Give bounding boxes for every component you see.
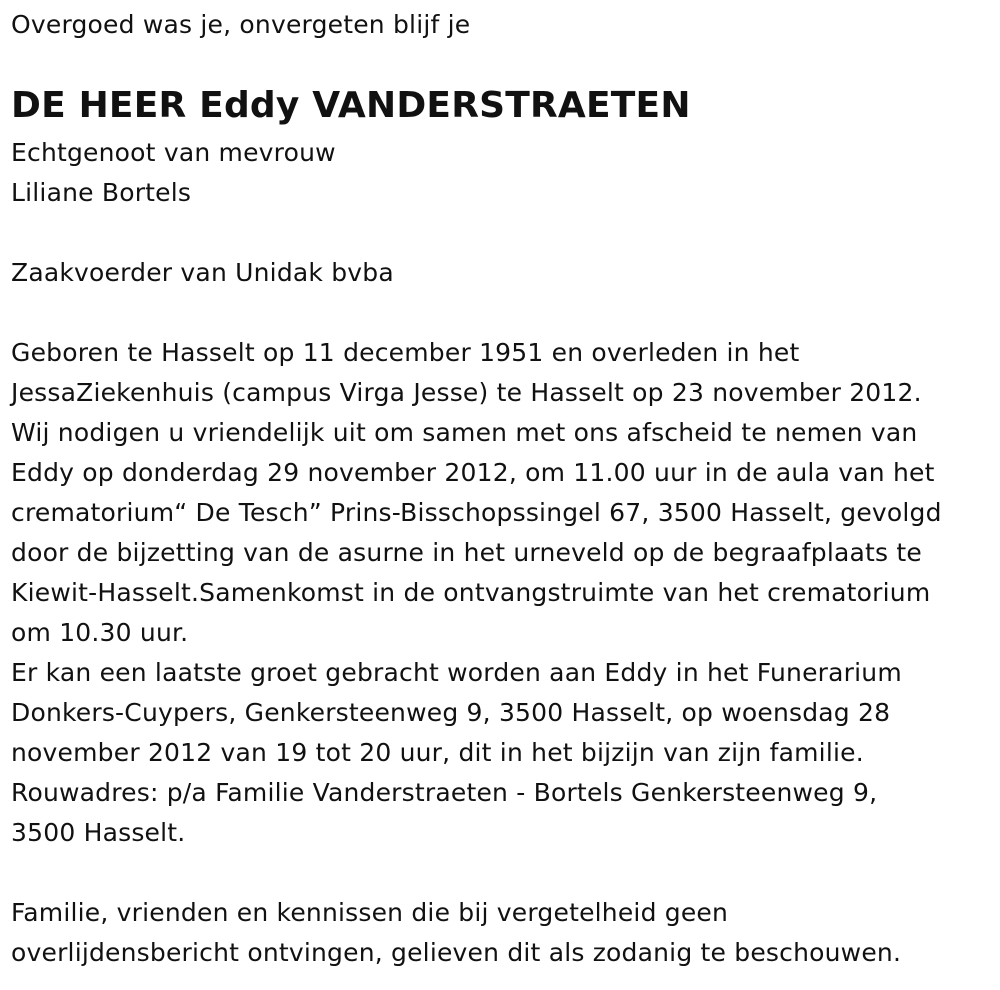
announcement-line: om 10.30 uur. <box>11 618 189 647</box>
announcement-line: Donkers-Cuypers, Genkersteenweg 9, 3500 Hasselt, op woensdag 28 <box>11 698 891 727</box>
announcement-line: crematorium“ De Tesch” Prins-Bisschopssingel 67, 3500 Hasselt, gevolgd <box>11 498 942 527</box>
announcement-line: Eddy op donderdag 29 november 2012, om 11.00 uur in de aula van het <box>11 458 935 487</box>
motto: Overgoed was je, onvergeten blijf je <box>11 10 471 39</box>
spouse-line-1: Echtgenoot van mevrouw <box>11 138 336 167</box>
announcement-line: JessaZiekenhuis (campus Virga Jesse) te Hasselt op 23 november 2012. <box>11 378 922 407</box>
announcement-line: Er kan een laatste groet gebracht worden aan Eddy in het Funerarium <box>11 658 902 687</box>
closing-line: overlijdensbericht ontvingen, gelieven dit als zodanig te beschouwen. <box>11 938 902 967</box>
announcement-line: Wij nodigen u vriendelijk uit om samen met ons afscheid te nemen van <box>11 418 918 447</box>
announcement-line: door de bijzetting van de asurne in het urneveld op de begraafplaats te <box>11 538 922 567</box>
announcement-line: 3500 Hasselt. <box>11 818 186 847</box>
announcement-line: Rouwadres: p/a Familie Vanderstraeten - Bortels Genkersteenweg 9, <box>11 778 878 807</box>
deceased-title: DE HEER Eddy VANDERSTRAETEN <box>11 85 691 126</box>
announcement-line: Kiewit-Hasselt.Samenkomst in de ontvangstruimte van het crematorium <box>11 578 931 607</box>
announcement-line: november 2012 van 19 tot 20 uur, dit in het bijzijn van zijn familie. <box>11 738 864 767</box>
announcement-line: Geboren te Hasselt op 11 december 1951 en overleden in het <box>11 338 800 367</box>
closing-line: Familie, vrienden en kennissen die bij vergetelheid geen <box>11 898 729 927</box>
occupation: Zaakvoerder van Unidak bvba <box>11 258 394 287</box>
spouse-line-2: Liliane Bortels <box>11 178 192 207</box>
